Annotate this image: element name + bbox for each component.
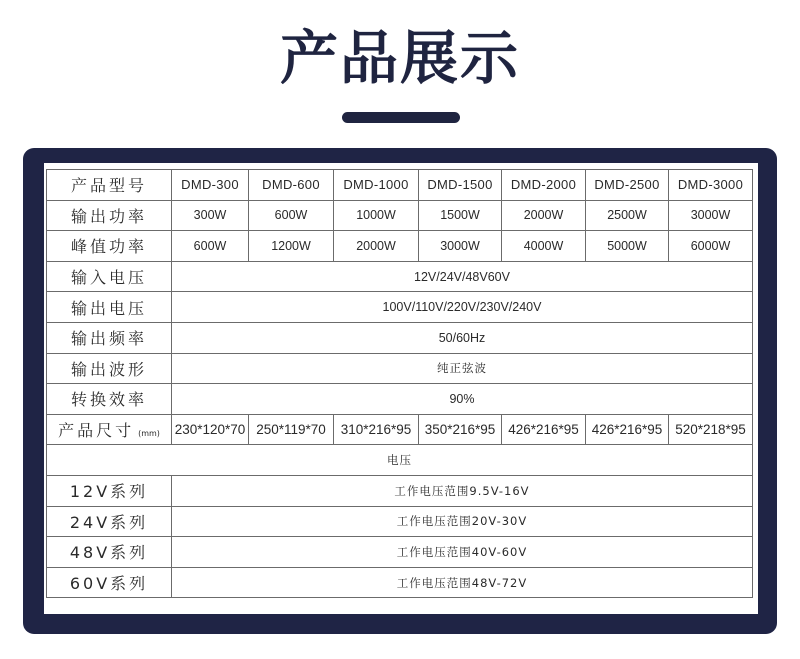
dimensions-label-text: 产品尺寸 — [58, 421, 135, 441]
model-cell: DMD-300 — [172, 170, 249, 201]
peak-power-cell: 2000W — [334, 231, 419, 262]
peak-power-cell: 3000W — [419, 231, 502, 262]
table-row-voltage-section — [47, 445, 753, 476]
row-label-output-frequency: 输出频率 — [47, 322, 172, 353]
output-power-cell: 3000W — [669, 200, 753, 231]
table-row-output-waveform — [47, 353, 753, 384]
table-row-output-frequency — [47, 322, 753, 353]
series-range-value: 工作电压范围9.5V-16V — [172, 475, 753, 506]
table-row-output-power — [47, 200, 753, 231]
model-cell: DMD-2500 — [586, 170, 669, 201]
row-label-output-waveform: 输出波形 — [47, 353, 172, 384]
dimension-cell: 350*216*95 — [419, 414, 502, 445]
table-row-model — [47, 170, 753, 201]
output-frequency-value: 50/60Hz — [172, 322, 753, 353]
dimension-cell: 250*119*70 — [249, 414, 334, 445]
model-cell: DMD-3000 — [669, 170, 753, 201]
dimension-cell: 426*216*95 — [586, 414, 669, 445]
model-cell: DMD-2000 — [502, 170, 586, 201]
dimension-cell: 520*218*95 — [669, 414, 753, 445]
row-label-series: 60V系列 — [47, 567, 172, 598]
table-row-output-voltage — [47, 292, 753, 323]
row-label-peak-power: 峰值功率 — [47, 231, 172, 262]
output-voltage-value: 100V/110V/220V/230V/240V — [172, 292, 753, 323]
dimension-cell: 310*216*95 — [334, 414, 419, 445]
output-power-cell: 2500W — [586, 200, 669, 231]
peak-power-cell: 600W — [172, 231, 249, 262]
peak-power-cell: 5000W — [586, 231, 669, 262]
model-cell: DMD-1000 — [334, 170, 419, 201]
output-power-cell: 2000W — [502, 200, 586, 231]
series-range-value: 工作电压范围48V-72V — [172, 567, 753, 598]
model-cell: DMD-600 — [249, 170, 334, 201]
output-power-cell: 1500W — [419, 200, 502, 231]
row-label-series: 12V系列 — [47, 475, 172, 506]
table-row-series-48v — [47, 537, 753, 568]
dimension-cell: 230*120*70 — [172, 414, 249, 445]
peak-power-cell: 4000W — [502, 231, 586, 262]
row-label-series: 48V系列 — [47, 537, 172, 568]
voltage-section-heading: 电压 — [47, 445, 753, 476]
spec-table — [46, 169, 753, 598]
table-row-dimensions — [47, 414, 753, 445]
efficiency-value: 90% — [172, 384, 753, 415]
table-row-input-voltage — [47, 261, 753, 292]
table-row-peak-power — [47, 231, 753, 262]
output-power-cell: 300W — [172, 200, 249, 231]
row-label-output-voltage: 输出电压 — [47, 292, 172, 323]
table-row-series-60v — [47, 567, 753, 598]
title-underline-divider — [342, 112, 460, 123]
row-label-input-voltage: 输入电压 — [47, 261, 172, 292]
dimensions-unit: (mm) — [138, 429, 160, 439]
input-voltage-value: 12V/24V/48V60V — [172, 261, 753, 292]
row-label-series: 24V系列 — [47, 506, 172, 537]
table-row-efficiency — [47, 384, 753, 415]
output-power-cell: 1000W — [334, 200, 419, 231]
output-power-cell: 600W — [249, 200, 334, 231]
peak-power-cell: 6000W — [669, 231, 753, 262]
row-label-model: 产品型号 — [47, 170, 172, 201]
model-cell: DMD-1500 — [419, 170, 502, 201]
series-range-value: 工作电压范围20V-30V — [172, 506, 753, 537]
dimension-cell: 426*216*95 — [502, 414, 586, 445]
row-label-dimensions — [47, 414, 172, 445]
row-label-efficiency: 转换效率 — [47, 384, 172, 415]
series-range-value: 工作电压范围40V-60V — [172, 537, 753, 568]
page-title: 产品展示 — [279, 24, 520, 92]
table-row-series-12v — [47, 475, 753, 506]
row-label-output-power: 输出功率 — [47, 200, 172, 231]
table-row-series-24v — [47, 506, 753, 537]
peak-power-cell: 1200W — [249, 231, 334, 262]
output-waveform-value: 纯正弦波 — [172, 353, 753, 384]
